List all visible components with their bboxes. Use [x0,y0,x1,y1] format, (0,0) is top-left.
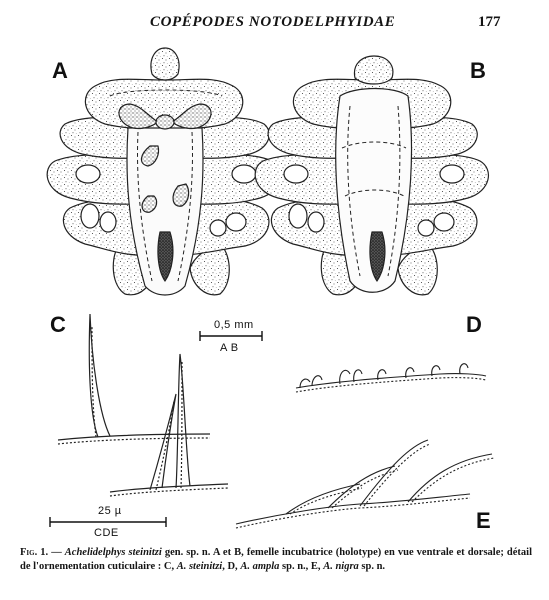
scale-cde-panels: CDE [94,527,119,536]
panel-label-c: C [50,312,66,337]
caption-label: Fig. 1. [20,547,49,558]
scale-cde-value: 25 µ [98,505,122,517]
figure-plate [0,36,549,536]
cuticle-detail-e [236,440,494,528]
figure-illustration [0,36,549,536]
specimen-dorsal-view [255,56,488,295]
caption-genus: Achelidelphys [64,547,126,558]
scale-bar-cde [50,505,166,536]
cuticle-detail-d [296,364,486,392]
page-number: 177 [478,14,501,30]
panel-label-b: B [470,58,486,83]
panel-label-a: A [52,58,68,83]
cuticle-detail-c [58,314,228,496]
panel-label-d: D [466,312,482,337]
caption-species: steinitzi [128,547,162,558]
specimen-ventral-view [47,48,280,295]
running-title: COPÉPODES NOTODELPHYIDAE [150,14,396,30]
scale-ab-panels: A B [220,342,239,354]
panel-label-e: E [476,508,491,533]
figure-caption: Fig. 1. — Achelidelphys steinitzi gen. sp. n. A et B, femelle incubatrice (holotype) en vue ventrale et dorsale; détail de l'ornementation cuticulaire : C, A. steinitzi, D, A. ampla sp. n., E, A. nigra sp. n. [20,547,532,572]
running-header [0,8,549,38]
scale-ab-value: 0,5 mm [214,319,254,331]
scale-bar-ab [200,319,262,354]
